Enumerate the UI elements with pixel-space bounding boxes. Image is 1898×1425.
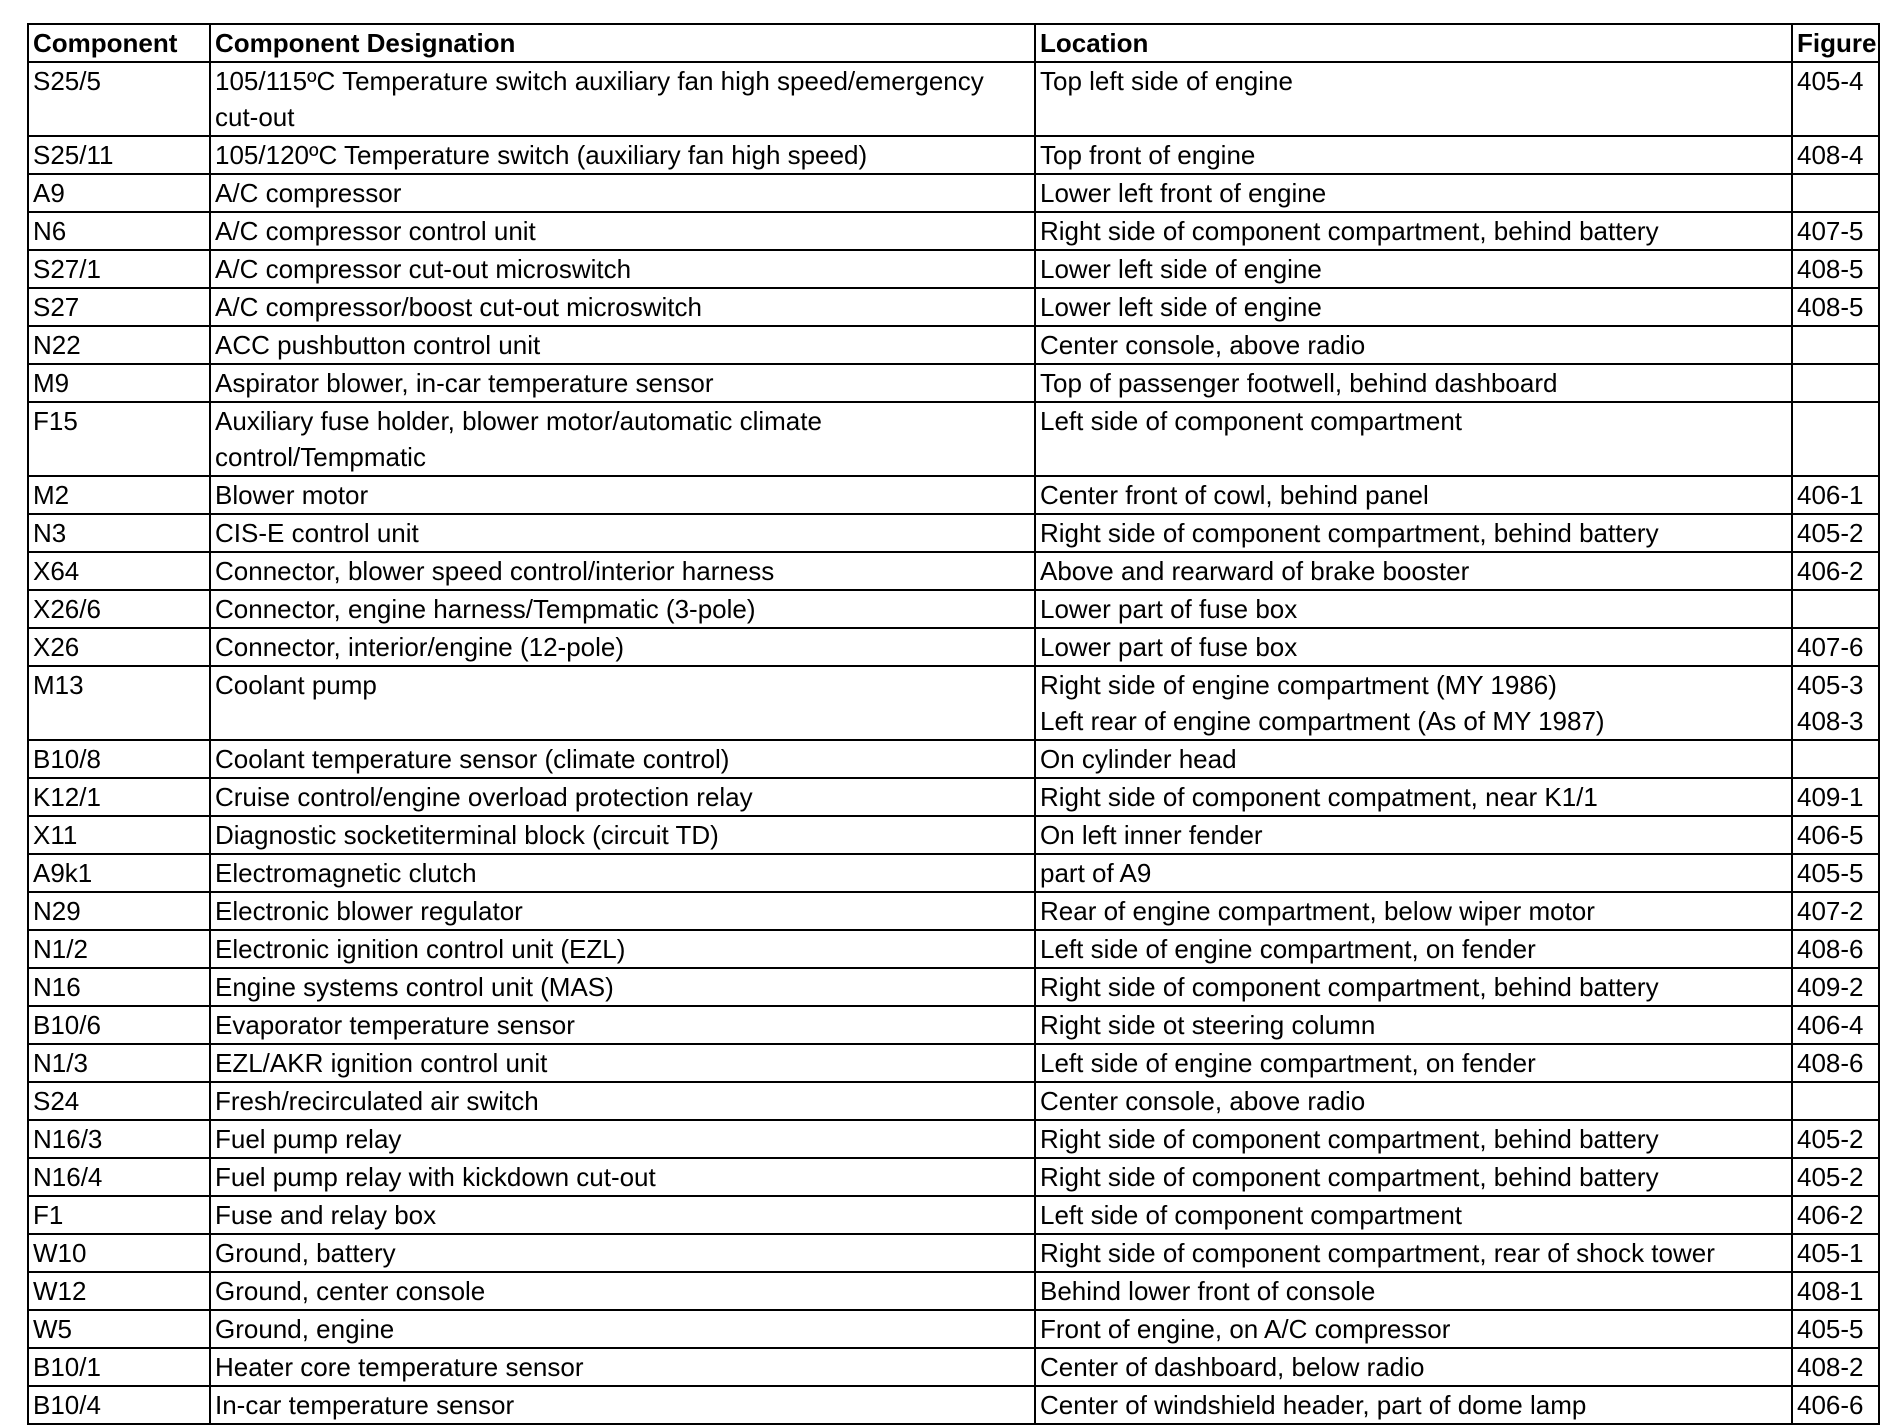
cell-component: M9	[28, 364, 210, 402]
cell-designation: EZL/AKR ignition control unit	[210, 1044, 1035, 1082]
cell-figure	[1792, 136, 1879, 174]
cell-component: B10/6	[28, 1006, 210, 1044]
cell-designation: 105/120ºC Temperature switch (auxiliary fan high speed)	[210, 136, 1035, 174]
table-row	[28, 1196, 1879, 1234]
table-row	[28, 326, 1879, 364]
cell-component: N16/4	[28, 1158, 210, 1196]
cell-designation: Engine systems control unit (MAS)	[210, 968, 1035, 1006]
figure-line: 407-2	[1797, 896, 1864, 926]
cell-designation: Coolant pump	[210, 666, 1035, 740]
cell-location	[1035, 364, 1792, 402]
cell-designation: Blower motor	[210, 476, 1035, 514]
cell-location	[1035, 590, 1792, 628]
cell-component: N16	[28, 968, 210, 1006]
cell-component: X26	[28, 628, 210, 666]
location-line: Lower part of fuse box	[1040, 632, 1298, 662]
location-line: Left side of engine compartment, on fender	[1040, 1048, 1536, 1078]
cell-designation: Aspirator blower, in-car temperature sensor	[210, 364, 1035, 402]
cell-designation: 105/115ºC Temperature switch auxiliary fan high speed/emergency cut-out	[210, 62, 1035, 136]
cell-component: X26/6	[28, 590, 210, 628]
figure-line: 407-6	[1797, 632, 1864, 662]
figure-line: 405-5	[1797, 858, 1864, 888]
cell-designation: Cruise control/engine overload protection relay	[210, 778, 1035, 816]
cell-figure	[1792, 816, 1879, 854]
cell-component: S24	[28, 1082, 210, 1120]
table-row	[28, 930, 1879, 968]
table-row	[28, 288, 1879, 326]
figure-line: 407-5	[1797, 216, 1864, 246]
figure-line: 409-1	[1797, 782, 1864, 812]
table-row	[28, 1044, 1879, 1082]
cell-designation: A/C compressor control unit	[210, 212, 1035, 250]
cell-figure	[1792, 250, 1879, 288]
cell-component: N29	[28, 892, 210, 930]
figure-line: 406-6	[1797, 1390, 1864, 1420]
location-line: Above and rearward of brake booster	[1040, 556, 1470, 586]
table-row	[28, 816, 1879, 854]
cell-location	[1035, 1044, 1792, 1082]
cell-component: N1/2	[28, 930, 210, 968]
cell-location	[1035, 552, 1792, 590]
table-row	[28, 402, 1879, 476]
figure-line: 408-3	[1797, 706, 1864, 736]
location-line: Lower left side of engine	[1040, 292, 1322, 322]
cell-figure	[1792, 1386, 1879, 1424]
cell-component: S25/5	[28, 62, 210, 136]
cell-component: S25/11	[28, 136, 210, 174]
cell-location	[1035, 136, 1792, 174]
cell-designation: ACC pushbutton control unit	[210, 326, 1035, 364]
cell-location	[1035, 1272, 1792, 1310]
cell-component: N1/3	[28, 1044, 210, 1082]
cell-location	[1035, 476, 1792, 514]
header-row	[28, 24, 1879, 62]
cell-figure	[1792, 854, 1879, 892]
cell-location	[1035, 1120, 1792, 1158]
cell-figure	[1792, 892, 1879, 930]
cell-location	[1035, 402, 1792, 476]
location-line: Lower left side of engine	[1040, 254, 1322, 284]
cell-location	[1035, 1310, 1792, 1348]
cell-figure	[1792, 1348, 1879, 1386]
cell-figure	[1792, 930, 1879, 968]
cell-location	[1035, 514, 1792, 552]
cell-component: S27/1	[28, 250, 210, 288]
header-component: Component	[28, 24, 210, 62]
cell-figure	[1792, 778, 1879, 816]
table-row	[28, 1272, 1879, 1310]
location-line: Left side of component compartment	[1040, 1200, 1463, 1230]
cell-figure	[1792, 1006, 1879, 1044]
figure-line	[1797, 365, 1874, 401]
location-line: Right side of component compartment, behind battery	[1040, 972, 1659, 1002]
cell-location	[1035, 1082, 1792, 1120]
cell-component: M2	[28, 476, 210, 514]
cell-component: M13	[28, 666, 210, 740]
location-line: Right side of engine compartment (MY 1986)	[1040, 670, 1557, 700]
cell-designation: Fuel pump relay	[210, 1120, 1035, 1158]
table-row	[28, 628, 1879, 666]
cell-designation: Heater core temperature sensor	[210, 1348, 1035, 1386]
cell-figure	[1792, 1082, 1879, 1120]
location-line: Center of dashboard, below radio	[1040, 1352, 1425, 1382]
table-row	[28, 666, 1879, 740]
location-line: Right side ot steering column	[1040, 1010, 1376, 1040]
location-line: Top left side of engine	[1040, 66, 1293, 96]
cell-component: F1	[28, 1196, 210, 1234]
cell-designation: A/C compressor	[210, 174, 1035, 212]
cell-location	[1035, 1386, 1792, 1424]
cell-component: K12/1	[28, 778, 210, 816]
cell-location	[1035, 892, 1792, 930]
cell-location	[1035, 326, 1792, 364]
cell-figure	[1792, 1310, 1879, 1348]
cell-location	[1035, 288, 1792, 326]
table-row	[28, 1158, 1879, 1196]
cell-designation: Electronic ignition control unit (EZL)	[210, 930, 1035, 968]
table-row	[28, 136, 1879, 174]
cell-figure	[1792, 666, 1879, 740]
header-figure: Figure	[1792, 24, 1879, 62]
cell-figure	[1792, 62, 1879, 136]
cell-designation: Electronic blower regulator	[210, 892, 1035, 930]
location-line: Front of engine, on A/C compressor	[1040, 1314, 1451, 1344]
table-row	[28, 1386, 1879, 1424]
figure-line: 409-2	[1797, 972, 1864, 1002]
location-line: Center console, above radio	[1040, 330, 1366, 360]
figure-line: 408-4	[1797, 140, 1864, 170]
location-line: Right side of component compatment, near K1/1	[1040, 782, 1598, 812]
cell-component: B10/8	[28, 740, 210, 778]
cell-location	[1035, 968, 1792, 1006]
cell-designation: Fuel pump relay with kickdown cut-out	[210, 1158, 1035, 1196]
figure-line: 405-3	[1797, 670, 1864, 700]
cell-location	[1035, 62, 1792, 136]
figure-line: 406-2	[1797, 1200, 1864, 1230]
cell-figure	[1792, 476, 1879, 514]
cell-figure	[1792, 326, 1879, 364]
cell-figure	[1792, 1044, 1879, 1082]
figure-line: 408-5	[1797, 254, 1864, 284]
figure-line	[1797, 403, 1874, 439]
figure-line: 406-5	[1797, 820, 1864, 850]
cell-location	[1035, 628, 1792, 666]
cell-figure	[1792, 514, 1879, 552]
cell-component: W12	[28, 1272, 210, 1310]
location-line: Left side of engine compartment, on fender	[1040, 934, 1536, 964]
cell-designation: Ground, center console	[210, 1272, 1035, 1310]
cell-figure	[1792, 402, 1879, 476]
location-line: Right side of component compartment, behind battery	[1040, 216, 1659, 246]
figure-line: 408-5	[1797, 292, 1864, 322]
figure-line: 405-2	[1797, 518, 1864, 548]
cell-component: A9	[28, 174, 210, 212]
header-component-designation: Component Designation	[210, 24, 1035, 62]
cell-designation: Connector, engine harness/Tempmatic (3-pole)	[210, 590, 1035, 628]
figure-line	[1797, 591, 1874, 627]
figure-line	[1797, 741, 1874, 777]
table-row	[28, 1006, 1879, 1044]
figure-line: 408-1	[1797, 1276, 1864, 1306]
cell-figure	[1792, 1234, 1879, 1272]
cell-component: N3	[28, 514, 210, 552]
figure-line: 406-1	[1797, 480, 1864, 510]
figure-line: 408-6	[1797, 1048, 1864, 1078]
cell-designation: Fresh/recirculated air switch	[210, 1082, 1035, 1120]
cell-figure	[1792, 740, 1879, 778]
cell-designation: A/C compressor/boost cut-out microswitch	[210, 288, 1035, 326]
table-row	[28, 250, 1879, 288]
location-line: Rear of engine compartment, below wiper motor	[1040, 896, 1595, 926]
table-row	[28, 174, 1879, 212]
table-body	[28, 62, 1879, 1424]
location-line: On cylinder head	[1040, 744, 1237, 774]
cell-figure	[1792, 1196, 1879, 1234]
cell-designation: Connector, blower speed control/interior harness	[210, 552, 1035, 590]
location-line: Top of passenger footwell, behind dashboard	[1040, 368, 1558, 398]
cell-location	[1035, 778, 1792, 816]
table-row	[28, 968, 1879, 1006]
table-row	[28, 590, 1879, 628]
cell-designation: Connector, interior/engine (12-pole)	[210, 628, 1035, 666]
table-header	[28, 24, 1879, 62]
cell-figure	[1792, 1158, 1879, 1196]
location-line: Left rear of engine compartment (As of MY 1987)	[1040, 706, 1605, 736]
location-line: Center front of cowl, behind panel	[1040, 480, 1429, 510]
location-line: Top front of engine	[1040, 140, 1256, 170]
cell-component: N16/3	[28, 1120, 210, 1158]
cell-location	[1035, 740, 1792, 778]
location-line: Right side of component compartment, behind battery	[1040, 1162, 1659, 1192]
location-line: Center of windshield header, part of dome lamp	[1040, 1390, 1587, 1420]
cell-figure	[1792, 288, 1879, 326]
cell-designation: Coolant temperature sensor (climate control)	[210, 740, 1035, 778]
table-row	[28, 364, 1879, 402]
cell-location	[1035, 212, 1792, 250]
cell-designation: A/C compressor cut-out microswitch	[210, 250, 1035, 288]
cell-location	[1035, 174, 1792, 212]
cell-location	[1035, 1234, 1792, 1272]
table-row	[28, 854, 1879, 892]
cell-component: W10	[28, 1234, 210, 1272]
cell-location	[1035, 930, 1792, 968]
figure-line: 405-4	[1797, 66, 1864, 96]
figure-line: 405-2	[1797, 1162, 1864, 1192]
location-line: part of A9	[1040, 858, 1152, 888]
cell-figure	[1792, 364, 1879, 402]
component-location-sheet	[27, 23, 1878, 1425]
cell-component: X64	[28, 552, 210, 590]
table-row	[28, 1234, 1879, 1272]
table-row	[28, 552, 1879, 590]
cell-figure	[1792, 628, 1879, 666]
cell-location	[1035, 816, 1792, 854]
figure-line: 406-4	[1797, 1010, 1864, 1040]
table-row	[28, 62, 1879, 136]
cell-designation: Fuse and relay box	[210, 1196, 1035, 1234]
cell-component: F15	[28, 402, 210, 476]
location-line: Lower left front of engine	[1040, 178, 1327, 208]
location-line: Right side of component compartment, behind battery	[1040, 1124, 1659, 1154]
table-row	[28, 476, 1879, 514]
cell-designation: Diagnostic socketiterminal block (circuit TD)	[210, 816, 1035, 854]
cell-figure	[1792, 1272, 1879, 1310]
cell-component: W5	[28, 1310, 210, 1348]
figure-line: 405-1	[1797, 1238, 1864, 1268]
cell-location	[1035, 250, 1792, 288]
figure-line: 408-2	[1797, 1352, 1864, 1382]
figure-line	[1797, 175, 1874, 211]
cell-component: B10/4	[28, 1386, 210, 1424]
cell-designation: Ground, engine	[210, 1310, 1035, 1348]
table-row	[28, 892, 1879, 930]
figure-line	[1797, 327, 1874, 363]
cell-figure	[1792, 212, 1879, 250]
location-line: Behind lower front of console	[1040, 1276, 1376, 1306]
cell-designation: Auxiliary fuse holder, blower motor/automatic climate control/Tempmatic	[210, 402, 1035, 476]
table-row	[28, 1082, 1879, 1120]
cell-component: B10/1	[28, 1348, 210, 1386]
table-row	[28, 1310, 1879, 1348]
cell-location	[1035, 1348, 1792, 1386]
table-row	[28, 740, 1879, 778]
figure-line	[1797, 1083, 1874, 1119]
cell-location	[1035, 1158, 1792, 1196]
cell-component: N22	[28, 326, 210, 364]
cell-designation: Ground, battery	[210, 1234, 1035, 1272]
cell-component: A9k1	[28, 854, 210, 892]
figure-line: 408-6	[1797, 934, 1864, 964]
figure-line: 405-5	[1797, 1314, 1864, 1344]
cell-component: S27	[28, 288, 210, 326]
cell-component: X11	[28, 816, 210, 854]
cell-designation: In-car temperature sensor	[210, 1386, 1035, 1424]
table-row	[28, 212, 1879, 250]
table-row	[28, 1120, 1879, 1158]
figure-line: 406-2	[1797, 556, 1864, 586]
location-line: Left side of component compartment	[1040, 406, 1463, 436]
cell-component: N6	[28, 212, 210, 250]
cell-figure	[1792, 590, 1879, 628]
table-row	[28, 778, 1879, 816]
cell-figure	[1792, 1120, 1879, 1158]
location-line: Right side of component compartment, behind battery	[1040, 518, 1659, 548]
table-row	[28, 1348, 1879, 1386]
table-row	[28, 514, 1879, 552]
cell-figure	[1792, 174, 1879, 212]
location-line: Lower part of fuse box	[1040, 594, 1298, 624]
cell-figure	[1792, 968, 1879, 1006]
header-location: Location	[1035, 24, 1792, 62]
cell-designation: Evaporator temperature sensor	[210, 1006, 1035, 1044]
figure-line: 405-2	[1797, 1124, 1864, 1154]
location-line: Center console, above radio	[1040, 1086, 1366, 1116]
cell-figure	[1792, 552, 1879, 590]
component-table	[27, 23, 1880, 1425]
cell-location	[1035, 666, 1792, 740]
cell-location	[1035, 854, 1792, 892]
cell-location	[1035, 1006, 1792, 1044]
cell-designation: CIS-E control unit	[210, 514, 1035, 552]
cell-location	[1035, 1196, 1792, 1234]
location-line: On left inner fender	[1040, 820, 1263, 850]
location-line: Right side of component compartment, rear of shock tower	[1040, 1238, 1715, 1268]
cell-designation: Electromagnetic clutch	[210, 854, 1035, 892]
